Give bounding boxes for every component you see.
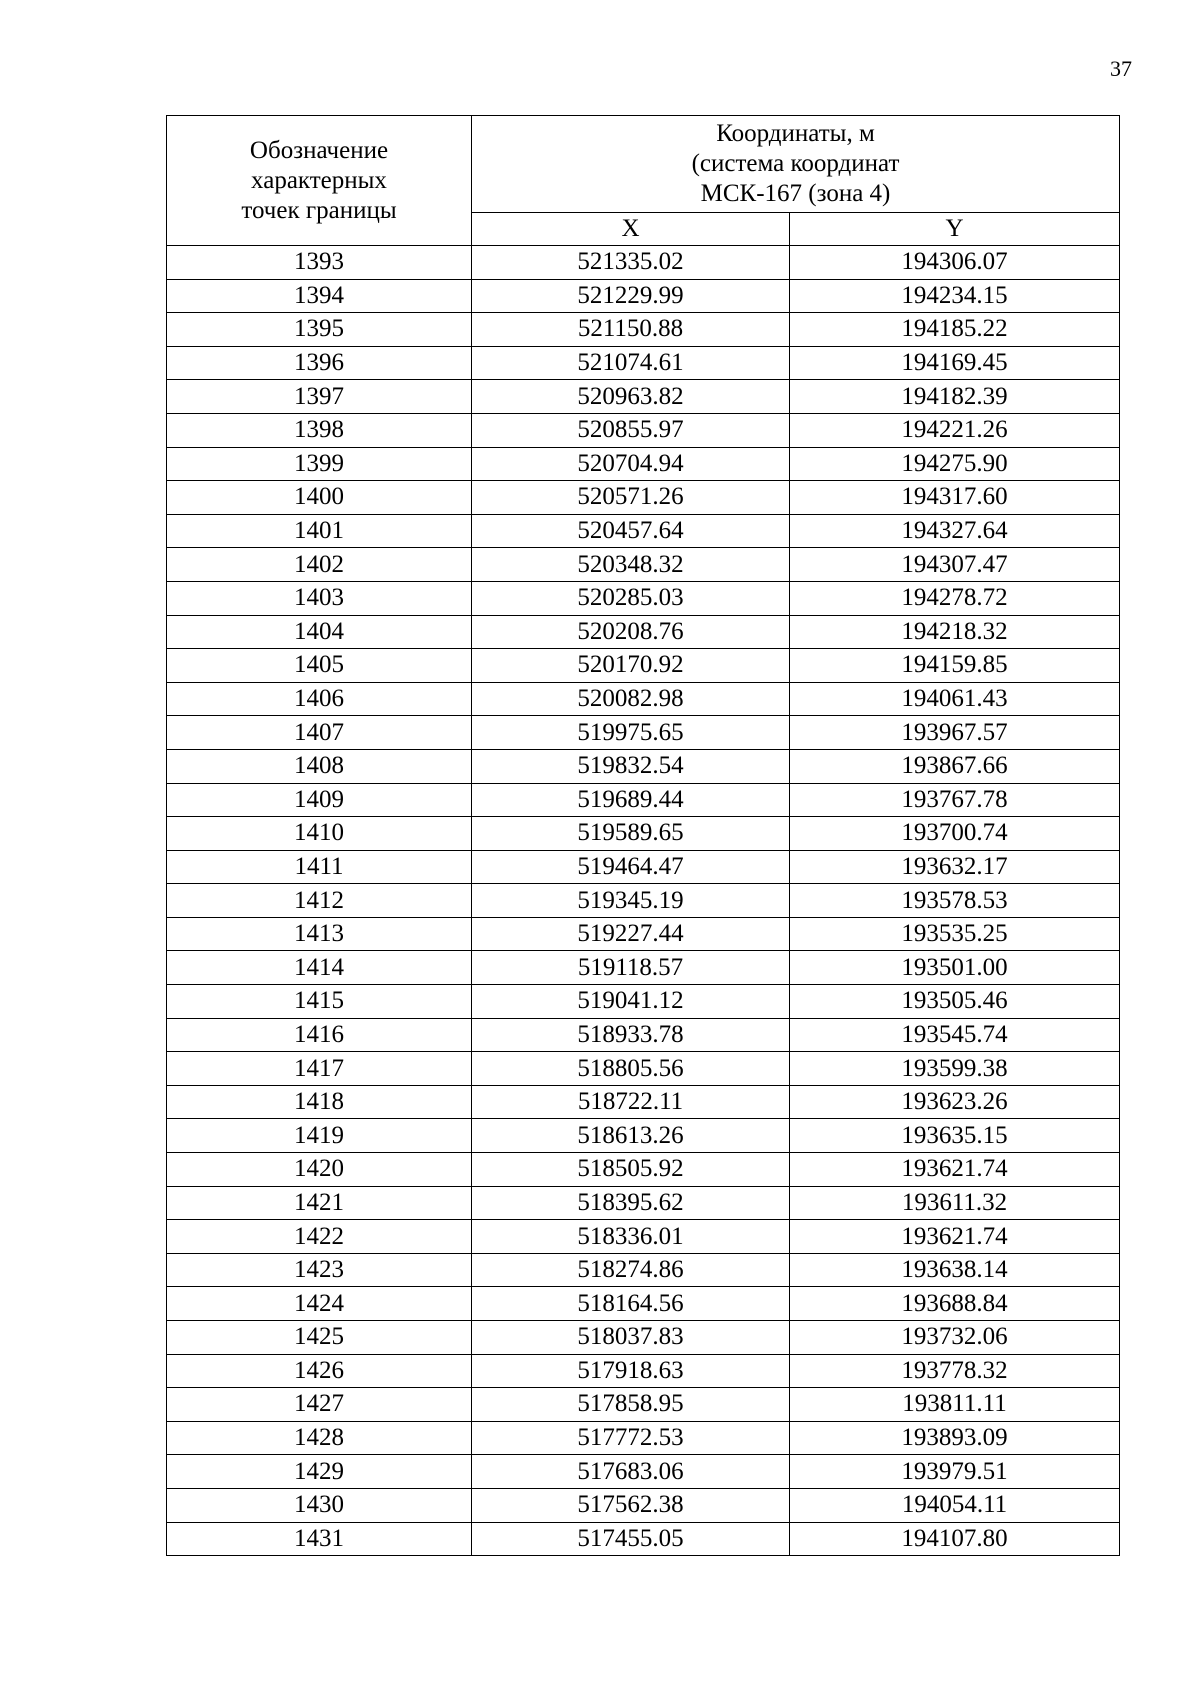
- x-cell: 519832.54: [472, 749, 790, 783]
- x-cell: 521150.88: [472, 313, 790, 347]
- point-cell: 1428: [167, 1421, 472, 1455]
- table-row: [167, 346, 1120, 380]
- x-cell: 519689.44: [472, 783, 790, 817]
- y-cell: 193621.74: [790, 1220, 1120, 1254]
- y-cell: 194275.90: [790, 447, 1120, 481]
- y-cell: 193867.66: [790, 749, 1120, 783]
- x-cell: 518805.56: [472, 1052, 790, 1086]
- y-cell: 194307.47: [790, 548, 1120, 582]
- y-cell: 194278.72: [790, 581, 1120, 615]
- table-row: [167, 1354, 1120, 1388]
- point-cell: 1411: [167, 850, 472, 884]
- point-cell: 1400: [167, 481, 472, 515]
- y-cell: 194054.11: [790, 1488, 1120, 1522]
- y-cell: 193700.74: [790, 817, 1120, 851]
- x-cell: 520704.94: [472, 447, 790, 481]
- point-cell: 1406: [167, 682, 472, 716]
- point-cell: 1420: [167, 1153, 472, 1187]
- y-cell: 194061.43: [790, 682, 1120, 716]
- y-cell: 194169.45: [790, 346, 1120, 380]
- table-row: [167, 1018, 1120, 1052]
- point-cell: 1413: [167, 917, 472, 951]
- point-cell: 1404: [167, 615, 472, 649]
- point-cell: 1431: [167, 1522, 472, 1556]
- x-cell: 518164.56: [472, 1287, 790, 1321]
- y-cell: 193688.84: [790, 1287, 1120, 1321]
- point-cell: 1415: [167, 985, 472, 1019]
- point-cell: 1408: [167, 749, 472, 783]
- table-body: [167, 246, 1120, 1556]
- x-cell: 518037.83: [472, 1321, 790, 1355]
- table-row: [167, 985, 1120, 1019]
- table-row: [167, 447, 1120, 481]
- coordinates-label-line: (система координат: [691, 150, 900, 177]
- x-cell: 520457.64: [472, 514, 790, 548]
- point-cell: 1424: [167, 1287, 472, 1321]
- point-cell: 1395: [167, 313, 472, 347]
- y-cell: 193638.14: [790, 1253, 1120, 1287]
- x-cell: 518274.86: [472, 1253, 790, 1287]
- y-cell: 193545.74: [790, 1018, 1120, 1052]
- x-cell: 517772.53: [472, 1421, 790, 1455]
- page-number: 37: [1110, 56, 1132, 81]
- y-cell: 194159.85: [790, 649, 1120, 683]
- table-row: [167, 1488, 1120, 1522]
- table-row: [167, 1421, 1120, 1455]
- x-cell: 518613.26: [472, 1119, 790, 1153]
- x-cell: 518722.11: [472, 1085, 790, 1119]
- x-cell: 519041.12: [472, 985, 790, 1019]
- x-cell: 517683.06: [472, 1455, 790, 1489]
- point-cell: 1419: [167, 1119, 472, 1153]
- table-row: [167, 1186, 1120, 1220]
- table-row: [167, 917, 1120, 951]
- point-cell: 1427: [167, 1388, 472, 1422]
- y-cell: 194107.80: [790, 1522, 1120, 1556]
- table-row: [167, 548, 1120, 582]
- point-cell: 1402: [167, 548, 472, 582]
- point-cell: 1416: [167, 1018, 472, 1052]
- y-cell: 193621.74: [790, 1153, 1120, 1187]
- point-cell: 1405: [167, 649, 472, 683]
- table-row: [167, 581, 1120, 615]
- y-cell: 194234.15: [790, 279, 1120, 313]
- x-column-header: X: [472, 213, 790, 246]
- table-header: [167, 116, 1120, 246]
- y-cell: 193611.32: [790, 1186, 1120, 1220]
- point-cell: 1414: [167, 951, 472, 985]
- table-row: [167, 884, 1120, 918]
- x-cell: 518336.01: [472, 1220, 790, 1254]
- table-row: [167, 850, 1120, 884]
- y-cell: 193635.15: [790, 1119, 1120, 1153]
- coordinates-label-line: МСК-167 (зона 4): [700, 180, 891, 207]
- table-row: [167, 716, 1120, 750]
- x-cell: 519589.65: [472, 817, 790, 851]
- table-row: [167, 279, 1120, 313]
- point-cell: 1418: [167, 1085, 472, 1119]
- y-cell: 194221.26: [790, 413, 1120, 447]
- y-cell: 194306.07: [790, 246, 1120, 280]
- table-row: [167, 1220, 1120, 1254]
- table-row: [167, 1119, 1120, 1153]
- table-row: [167, 380, 1120, 414]
- point-cell: 1403: [167, 581, 472, 615]
- y-cell: 193778.32: [790, 1354, 1120, 1388]
- x-cell: 518505.92: [472, 1153, 790, 1187]
- table-row: [167, 1287, 1120, 1321]
- point-cell: 1393: [167, 246, 472, 280]
- table-row: [167, 1321, 1120, 1355]
- y-cell: 194185.22: [790, 313, 1120, 347]
- x-cell: 518933.78: [472, 1018, 790, 1052]
- point-cell: 1397: [167, 380, 472, 414]
- y-column-header: Y: [790, 213, 1120, 246]
- y-cell: 194327.64: [790, 514, 1120, 548]
- point-cell: 1394: [167, 279, 472, 313]
- coordinates-table: [166, 115, 1120, 1556]
- table-row: [167, 514, 1120, 548]
- table-row: [167, 1153, 1120, 1187]
- x-cell: 519118.57: [472, 951, 790, 985]
- point-cell: 1426: [167, 1354, 472, 1388]
- point-cell: 1421: [167, 1186, 472, 1220]
- y-cell: 193632.17: [790, 850, 1120, 884]
- x-cell: 520208.76: [472, 615, 790, 649]
- x-cell: 520963.82: [472, 380, 790, 414]
- coordinates-label-line: Координаты, м: [716, 120, 875, 147]
- y-cell: 194218.32: [790, 615, 1120, 649]
- point-cell: 1429: [167, 1455, 472, 1489]
- point-cell: 1417: [167, 1052, 472, 1086]
- x-cell: 520855.97: [472, 413, 790, 447]
- x-cell: 519975.65: [472, 716, 790, 750]
- coordinates-header: [472, 116, 1120, 213]
- y-cell: 193967.57: [790, 716, 1120, 750]
- y-cell: 193535.25: [790, 917, 1120, 951]
- x-cell: 517455.05: [472, 1522, 790, 1556]
- x-cell: 521335.02: [472, 246, 790, 280]
- x-cell: 520170.92: [472, 649, 790, 683]
- point-cell: 1399: [167, 447, 472, 481]
- table-row: [167, 413, 1120, 447]
- table-row: [167, 1253, 1120, 1287]
- table-row: [167, 313, 1120, 347]
- x-cell: 521229.99: [472, 279, 790, 313]
- table-row: [167, 817, 1120, 851]
- point-cell: 1412: [167, 884, 472, 918]
- y-cell: 193623.26: [790, 1085, 1120, 1119]
- table-row: [167, 749, 1120, 783]
- table-row: [167, 481, 1120, 515]
- y-cell: 193732.06: [790, 1321, 1120, 1355]
- point-cell: 1425: [167, 1321, 472, 1355]
- x-cell: 519345.19: [472, 884, 790, 918]
- y-cell: 193979.51: [790, 1455, 1120, 1489]
- x-cell: 518395.62: [472, 1186, 790, 1220]
- table-row: [167, 649, 1120, 683]
- point-cell: 1401: [167, 514, 472, 548]
- point-label-header: [167, 116, 472, 246]
- x-cell: 520082.98: [472, 682, 790, 716]
- point-cell: 1422: [167, 1220, 472, 1254]
- point-cell: 1410: [167, 817, 472, 851]
- point-label-line: характерных: [251, 166, 387, 194]
- table-row: [167, 1522, 1120, 1556]
- y-cell: 193893.09: [790, 1421, 1120, 1455]
- point-label-line: точек границы: [241, 196, 397, 224]
- point-cell: 1409: [167, 783, 472, 817]
- point-cell: 1396: [167, 346, 472, 380]
- table-row: [167, 1455, 1120, 1489]
- table-row: [167, 615, 1120, 649]
- y-cell: 193811.11: [790, 1388, 1120, 1422]
- table-row: [167, 1388, 1120, 1422]
- point-cell: 1430: [167, 1488, 472, 1522]
- y-cell: 194182.39: [790, 380, 1120, 414]
- table-row: [167, 951, 1120, 985]
- table-row: [167, 246, 1120, 280]
- table-row: [167, 783, 1120, 817]
- table-row: [167, 1085, 1120, 1119]
- x-cell: 517918.63: [472, 1354, 790, 1388]
- x-cell: 517858.95: [472, 1388, 790, 1422]
- x-cell: 520285.03: [472, 581, 790, 615]
- x-cell: 517562.38: [472, 1488, 790, 1522]
- point-label-line: Обозначение: [249, 136, 389, 164]
- point-cell: 1407: [167, 716, 472, 750]
- x-cell: 519464.47: [472, 850, 790, 884]
- table-row: [167, 682, 1120, 716]
- y-cell: 193578.53: [790, 884, 1120, 918]
- x-cell: 520348.32: [472, 548, 790, 582]
- y-cell: 194317.60: [790, 481, 1120, 515]
- x-cell: 520571.26: [472, 481, 790, 515]
- x-cell: 519227.44: [472, 917, 790, 951]
- table-row: [167, 1052, 1120, 1086]
- y-cell: 193599.38: [790, 1052, 1120, 1086]
- y-cell: 193767.78: [790, 783, 1120, 817]
- point-cell: 1398: [167, 413, 472, 447]
- y-cell: 193505.46: [790, 985, 1120, 1019]
- point-cell: 1423: [167, 1253, 472, 1287]
- x-cell: 521074.61: [472, 346, 790, 380]
- y-cell: 193501.00: [790, 951, 1120, 985]
